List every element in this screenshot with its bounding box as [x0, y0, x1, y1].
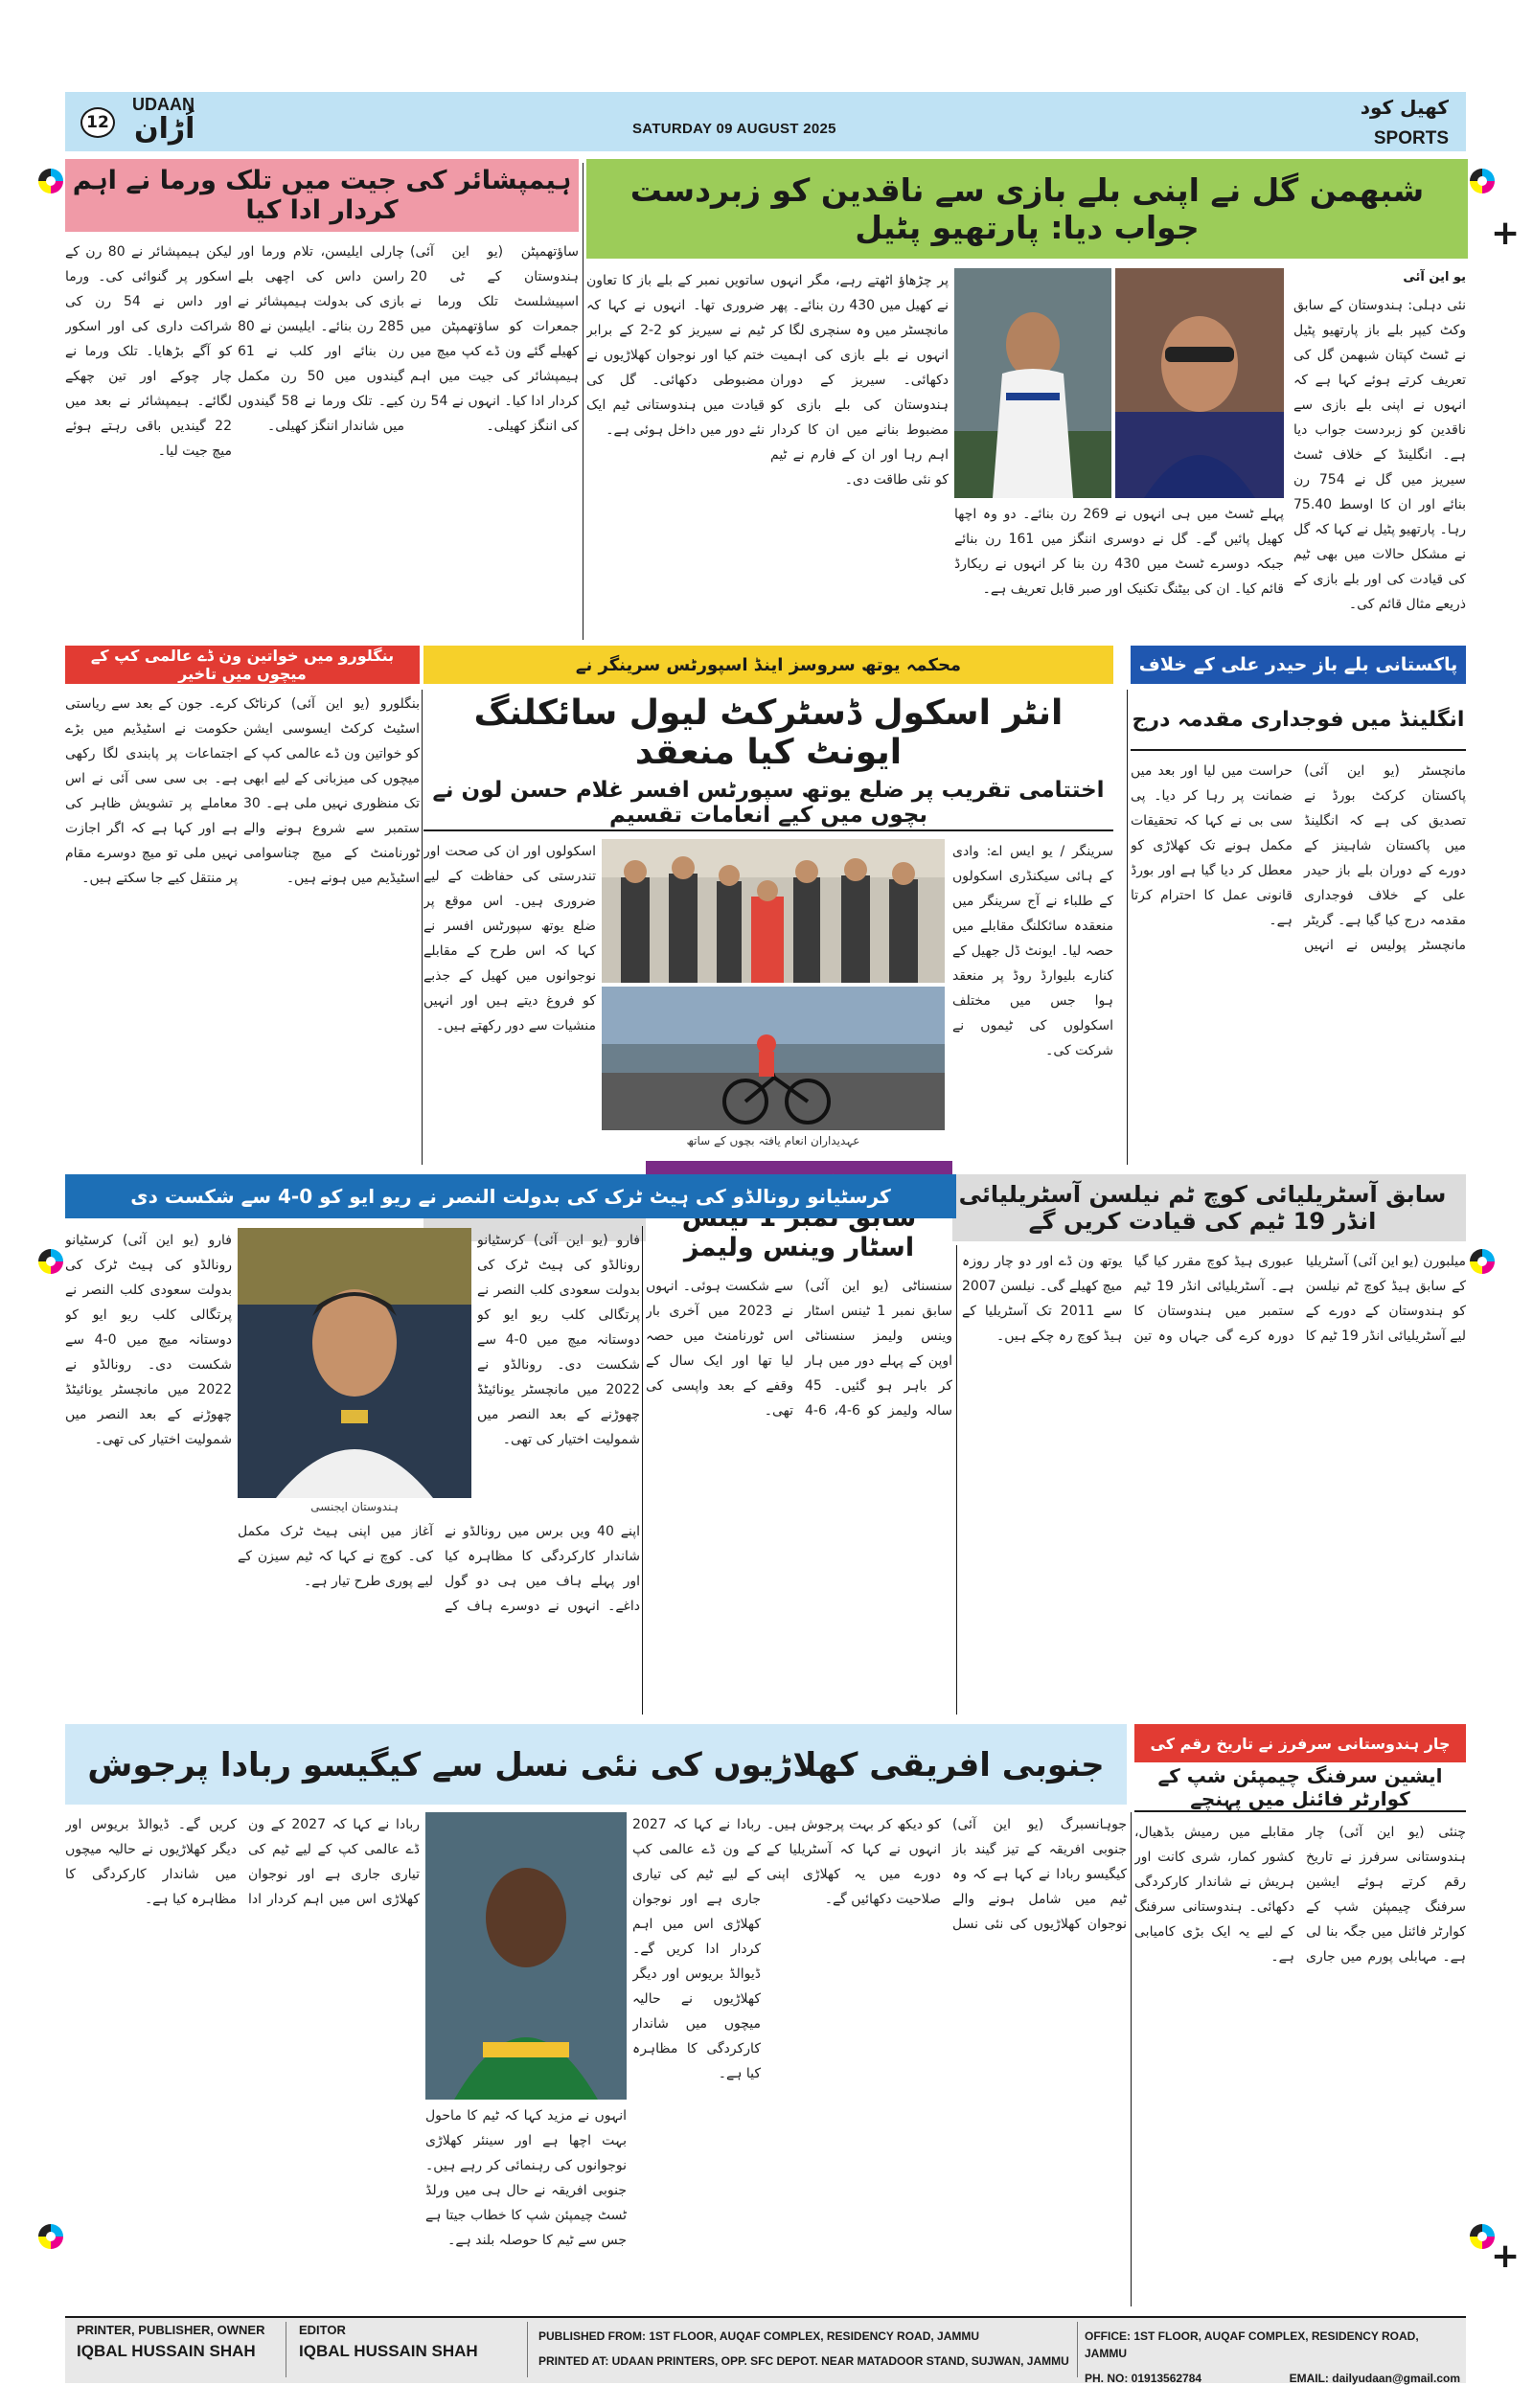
aus-u19-headline: سابق آسٹریلیائی کوچ ٹم نیلسن آسٹریلیائی انڈر 19 ٹیم کی قیادت کریں گے — [958, 1181, 1447, 1235]
women-wc-column-1: بنگلورو (یو این آئی) کرناٹک اسٹیٹ کرکٹ ایسوسی ایشن کو خواتین ون ڈے عالمی کپ کے میچوں کی میزبانی کے لیے ابھی تک منظوری نہیں ملی ہے۔ 30 ستمبر سے شروع ہونے والے ٹورنامنٹ کے میچ چناسوامی اسٹیڈیم میں ہونے ہیں۔ — [243, 696, 420, 886]
section-title-urdu: کھیل کود — [1360, 96, 1449, 119]
column-divider — [642, 1226, 643, 1715]
printed-at: PRINTED AT: UDAAN PRINTERS, OPP. SFC DEPOT. NEAR MATADOOR STAND, SUJWAN, JAMMU — [538, 2354, 1069, 2368]
registration-mark-icon — [38, 1249, 63, 1274]
aus-u19-body: میلبورن (یو این آئی) آسٹریلیا کے سابق ہیڈ کوچ ٹم نیلسن کو ہندوستان کے دورے کے لیے آسٹریلیائی انڈر 19 ٹیم کا عبوری ہیڈ کوچ مقرر کیا گیا ہے۔ آسٹریلیائی انڈر 19 ٹیم ستمبر میں ہندوستان کا دورہ کرے گی جہاں وہ تین یوتھ ون ڈے اور دو چار روزہ میچ کھیلے گی۔ نیلسن 2007 سے 2011 تک آسٹریلیا کے ہیڈ کوچ رہ چکے ہیں۔ — [962, 1254, 1466, 1344]
hampshire-headline: ہیمپشائر کی جیت میں تلک ورما نے اہم کردار ادا کیا — [65, 159, 579, 232]
editor-title: EDITOR — [299, 2323, 346, 2337]
column-divider — [1127, 690, 1128, 1165]
registration-mark-icon — [38, 169, 63, 193]
issue-date: SATURDAY 09 AUGUST 2025 — [632, 121, 836, 137]
column-divider — [956, 1245, 957, 1715]
gill-byline: یو این آئی — [1403, 270, 1466, 284]
haider-headline: انگلینڈ میں فوجداری مقدمہ درج — [1131, 690, 1466, 751]
rabada-column-4: ربادا نے کہا کہ 2027 کے ون ڈے عالمی کپ کے لیے ٹیم کی تیاری جاری ہے اور نوجوان کھلاڑی اس میں اہم کردار ادا کریں گے۔ ڈیوالڈ بریوس اور دیگر کھلاڑیوں نے حالیہ میچوں میں شاندار کارکردگی کا مظاہرہ کیا ہے۔ — [65, 1817, 420, 1907]
gill-column-2: پہلے ٹسٹ میں ہی انہوں نے 269 رن بنائے۔ دو وہ اچھا کھیل پائیں گے۔ گل نے دوسری اننگز میں 161 رن بنائے جبکہ دوسرے ٹسٹ میں 430 رن بنا کر انہوں نے ریکارڈ قائم کیا۔ ان کی بیٹنگ تکنیک اور صبر قابل تعریف ہے۔ — [954, 507, 1284, 597]
ronaldo-column-1: فارو (یو این آئی) کرسٹیانو رونالڈو کی ہیٹ ٹرک کی بدولت سعودی کلب النصر نے پرتگالی کلب ریو ایو کو دوستانہ میچ میں 0-4 سے شکست دی۔ رونالڈو نے 2022 میں مانچسٹر یونائیٹڈ چھوڑنے کے بعد النصر میں شمولیت اختیار کی تھی۔ — [65, 1233, 232, 1447]
printer-block — [77, 2322, 268, 2360]
office-address: OFFICE: 1ST FLOOR, AUQAF COMPLEX, RESIDENCY ROAD, JAMMU — [1085, 2329, 1419, 2360]
ronaldo-photo-caption: ہندوستان ایجنسی — [310, 1500, 399, 1513]
haider-body: مانچسٹر (یو این آئی) پاکستان کرکٹ بورڈ نے تصدیق کی ہے کہ انگلینڈ میں پاکستان شاہینز کے دورے کے دوران بلے باز حیدر علی کے خلاف فوجداری مقدمہ درج کیا گیا ہے۔ گریٹر مانچسٹر پولیس نے انہیں حراست میں لیا اور بعد میں ضمانت پر رہا کر دیا۔ پی سی بی نے کہا کہ تحقیقات مکمل ہونے تک کھلاڑی کو معطل کر دیا گیا ہے اور بورڈ قانونی عمل کا احترام کرتا ہے۔ — [1131, 763, 1466, 953]
rabada-headline: جنوبی افریقی کھلاڑیوں کی نئی نسل سے کیگیسو ربادا پرجوش — [65, 1724, 1127, 1805]
footer-divider — [1077, 2322, 1078, 2377]
surfing-kicker: چار ہندوستانی سرفرز نے تاریخ رقم کی — [1134, 1724, 1466, 1762]
office-email[interactable]: EMAIL: dailyudaan@gmail.com — [1289, 2372, 1460, 2385]
editor-name: IQBAL HUSSAIN SHAH — [299, 2342, 478, 2360]
registration-mark-icon — [1470, 1249, 1495, 1274]
gill-column-3: پر چڑھاؤ اٹھتے رہے، مگر انہوں نے کھیل میں 430 رن بنائے۔ پھر مانچسٹر میں وہ سنچری لگا کر انہوں نے بلے بازی کی اہمیت دکھائی۔ سیریز کے دوران ہندوستان کی بلے بازی کو مضبوط بنانے میں ان کا کردار اہم رہا اور ان کے فارم نے ٹیم کو نئی طاقت دی۔ — [770, 273, 949, 488]
printer-name: IQBAL HUSSAIN SHAH — [77, 2342, 256, 2360]
published-from: PUBLISHED FROM: 1ST FLOOR, AUQAF COMPLEX, RESIDENCY ROAD, JAMMU — [538, 2329, 980, 2343]
office-phone: PH. NO: 01913562784 — [1085, 2372, 1202, 2385]
cycling-rider-photo — [602, 987, 945, 1130]
column-divider — [422, 690, 423, 1165]
column-divider — [1131, 1812, 1132, 2306]
gill-column-1: نئی دہلی: ہندوستان کے سابق وکٹ کیپر بلے باز پارتھیو پٹیل نے ٹسٹ کپتان شبھمن گل کی تعریف کرتے ہوئے کہا ہے کہ انہوں نے اپنی بلے بازی سے ناقدین کو زبردست جواب دیا ہے۔ انگلینڈ کے خلاف ٹسٹ سیریز میں گل نے 754 رن بنائے اور ان کا اوسط 75.40 رہا۔ پارتھیو پٹیل نے کہا کہ گل نے مشکل حالات میں بھی ٹیم کی قیادت کی اور بلے بازی کے ذریعے مثال قائم کی۔ — [1293, 298, 1466, 612]
section-title-english: SPORTS — [1373, 128, 1449, 148]
cycling-group-photo — [602, 839, 945, 983]
rabada-column-2: ربادا نے کہا کہ 2027 کے ون ڈے عالمی کپ کے لیے ٹیم کی تیاری جاری ہے اور نوجوان کھلاڑی اس میں اہم کردار ادا کریں گے۔ ڈیوالڈ بریوس اور دیگر کھلاڑیوں نے حالیہ میچوں میں شاندار کارکردگی کا مظاہرہ کیا ہے۔ — [632, 1817, 761, 2081]
rabada-column-3: انہوں نے مزید کہا کہ ٹیم کا ماحول بہت اچھا ہے اور سینئر کھلاڑی نوجوانوں کی رہنمائی کر رہے ہیں۔ جنوبی افریقہ نے حال ہی میں ورلڈ ٹسٹ چیمپئن شپ کا خطاب جیتا ہے جس سے ٹیم کا حوصلہ بلند ہے۔ — [425, 2108, 627, 2248]
gill-photo — [954, 268, 1111, 498]
printer-title: PRINTER, PUBLISHER, OWNER — [77, 2323, 265, 2337]
registration-mark-icon — [1470, 169, 1495, 193]
rabada-photo — [425, 1812, 627, 2100]
cycling-headline: انٹر اسکول ڈسٹرکٹ لیول سائکلنگ ایونٹ کیا منعقد — [473, 693, 1064, 772]
surfing-body: چنئی (یو این آئی) چار ہندوستانی سرفرز نے تاریخ رقم کرتے ہوئے ایشین سرفنگ چیمپئن شپ کے کوارٹر فائنل میں جگہ بنا لی ہے۔ مہابلی پورم میں جاری مقابلے میں رمیش بڈھیال، کشور کمار، شری کانت اور ہریش نے شاندار کارکردگی دکھائی۔ ہندوستانی سرفنگ کے لیے یہ ایک بڑی کامیابی ہے۔ — [1134, 1825, 1466, 1965]
gill-column-4: ساتویں نمبر کے بلے باز کا تعاون ضروری تھا۔ انہوں نے کہا کہ ٹیم نے سیریز کو 2-2 کے برابر ختم کیا اور نوجوان کھلاڑیوں نے مضبوطی دکھائی۔ گل کی قیادت میں ہندوستانی ٹیم ایک نئے دور میں داخل ہوئی ہے۔ — [586, 273, 765, 438]
hampshire-column-3: لیکن ہیمپشائر نے 80 رن کے اسکور پر گنوائی کی۔ ورما اور داس نے 54 رن کی شراکت داری کی اور اسکور کو آگے بڑھایا۔ تلک ورما نے چار چوکے اور تین چھکے لگائے۔ ہیمپشائر نے بعد میں 22 گیندیں باقی رہتے ہوئے میچ جیت لیا۔ — [65, 244, 232, 459]
brand-name-urdu: اُڑان — [134, 112, 195, 146]
rabada-column-1: جوہانسبرگ (یو این آئی) جنوبی افریقہ کے تیز گیند باز کیگیسو ربادا نے کہا ہے کہ وہ ٹیم میں شامل ہونے والے نوجوان کھلاڑیوں کی نئی نسل کو دیکھ کر بہت پرجوش ہیں۔ انہوں نے کہا کہ آسٹریلیا کے دورے میں یہ کھلاڑی اپنی صلاحیت دکھائیں گے۔ — [766, 1817, 1127, 1932]
venus-body: سنسناٹی (یو این آئی) سابق نمبر 1 ٹینس اسٹار وینس ولیمز سنسناٹی اوپن کے پہلے دور میں ہار کر باہر ہو گئیں۔ 45 سالہ ولیمز کو 6-4، 6-4 سے شکست ہوئی۔ انہوں نے 2023 میں آخری بار اس ٹورنامنٹ میں حصہ لیا تھا اور ایک سال کے وقفے کے بعد واپسی کی تھی۔ — [646, 1279, 952, 1419]
crop-plus-icon: + — [1491, 214, 1521, 253]
contact-row — [1085, 2370, 1460, 2387]
brand-name-english: UDAAN — [132, 95, 194, 114]
registration-mark-icon — [38, 2224, 63, 2249]
cycling-photo-caption: عہدیداران انعام یافتہ بچوں کے ساتھ — [686, 1134, 860, 1147]
crop-plus-icon: + — [1491, 2237, 1521, 2276]
ronaldo-photo — [238, 1228, 471, 1498]
hampshire-column-1: ساؤتھمپٹن (یو این آئی) ہندوستان کے ٹی 20 اسپیشلسٹ تلک ورما نے جمعرات کو ساؤتھمپٹن میں کھیلے گئے ون ڈے کپ میچ میں ہیمپشائر کی جیت میں اہم کردار ادا کیا۔ انہوں نے 54 رن کی اننگز کھیلی۔ — [410, 244, 579, 434]
women-wc-headline: بنگلورو میں خواتین ون ڈے عالمی کپ کے میچوں میں تاخیر — [65, 646, 420, 684]
ronaldo-headline: کرسٹیانو رونالڈو کی ہیٹ ٹرک کی بدولت النصر نے ریو ایو کو 0-4 سے شکست دی — [65, 1174, 956, 1218]
editor-block — [299, 2322, 519, 2360]
ronaldo-column-2: اپنے 40 ویں برس میں رونالڈو نے شاندار کارکردگی کا مظاہرہ کیا اور پہلے ہاف میں ہی دو گول داغے۔ انہوں نے دوسرے ہاف کے آغاز میں اپنی ہیٹ ٹرک مکمل کی۔ کوچ نے کہا کہ ٹیم سیزن کے لیے پوری طرح تیار ہے۔ — [238, 1524, 640, 1614]
office-block — [1085, 2322, 1460, 2387]
footer-divider — [527, 2322, 528, 2377]
haider-kicker: پاکستانی بلے باز حیدر علی کے خلاف — [1131, 646, 1466, 684]
venus-headline: اسٹار وینس ولیمز — [646, 1199, 952, 1266]
women-wc-column-2: کرے۔ جون کے بعد سے ریاستی حکومت نے اسٹیڈیم میں بڑے اجتماعات پر پابندی لگا رکھی ہے۔ بی سی سی آئی نے اس معاملے پر تشویش ظاہر کی ہے اور کہا ہے کہ اگر اجازت نہیں ملی تو میچ دوسرے مقام پر منتقل کیے جا سکتے ہیں۔ — [65, 696, 238, 886]
cycling-column-1: سرینگر / یو ایس اے: وادی کے ہائی سیکنڈری اسکولوں کے طلباء نے آج سرینگر میں منعقدہ سائکلنگ مقابلے میں حصہ لیا۔ ایونٹ ڈل جھیل کے کنارے بلیوارڈ روڈ پر منعقد ہوا جس میں مختلف اسکولوں کی ٹیموں نے شرکت کی۔ — [952, 844, 1113, 1058]
surfing-headline: ایشین سرفنگ چیمپئن شپ کے کوارٹر فائنل میں پہنچے — [1134, 1764, 1466, 1812]
parthiv-photo — [1115, 268, 1284, 498]
cycling-subheadline: اختتامی تقریب پر ضلع یوتھ سپورٹس افسر غلام حسن لون نے بچوں میں کیے انعامات تقسیم — [423, 776, 1113, 831]
page-number: 12 — [80, 107, 115, 138]
publication-block — [538, 2322, 1075, 2370]
gill-headline: شبھمن گل نے اپنی بلے بازی سے ناقدین کو زبردست جواب دیا: پارتھیو پٹیل — [586, 159, 1468, 259]
cycling-kicker: محکمہ یوتھ سروسز اینڈ اسپورٹس سرینگر نے — [423, 646, 1113, 684]
hampshire-column-2: چارلی ایلیسن، تلام ورما اور راسن داس کی اچھی بلے بازی کی بدولت ہیمپشائر نے 285 رن بنائے۔ ایلیسن نے 80 رن بنائے اور کلب نے 61 گیندوں میں 50 رن مکمل کیے۔ تلک ورما نے 58 گیندوں میں شاندار اننگز کھیلی۔ — [238, 244, 404, 434]
cycling-column-2: اسکولوں اور ان کی صحت اور تندرستی کی حفاظت کے لیے ضروری ہیں۔ اس موقع پر ضلع یوتھ سپورٹس افسر نے کہا کہ اس طرح کے مقابلے نوجوانوں میں کھیل کے جذبے کو فروغ دیتے ہیں اور انہیں منشیات سے دور رکھتے ہیں۔ — [423, 844, 596, 1034]
ronaldo-column-3: فارو (یو این آئی) کرسٹیانو رونالڈو کی ہیٹ ٹرک کی بدولت سعودی کلب النصر نے پرتگالی کلب ریو ایو کو دوستانہ میچ میں 0-4 سے شکست دی۔ رونالڈو نے 2022 میں مانچسٹر یونائیٹڈ چھوڑنے کے بعد النصر میں شمولیت اختیار کی تھی۔ — [477, 1233, 640, 1447]
